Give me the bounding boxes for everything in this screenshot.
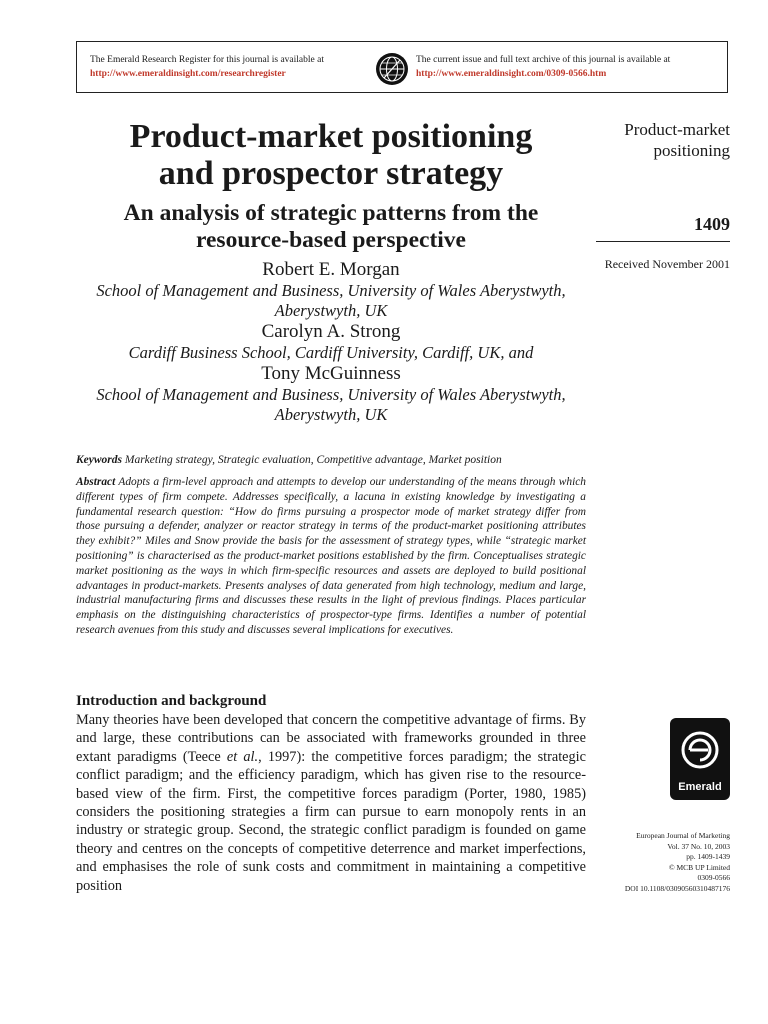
- header-left-text: The Emerald Research Register for this journal is available at: [90, 55, 324, 65]
- header-right-text: The current issue and full text archive of this journal is available at: [416, 55, 671, 65]
- subtitle-line-1: An analysis of strategic patterns from the: [123, 200, 539, 226]
- author-name: Tony McGuinness: [261, 363, 401, 384]
- abstract-label: Abstract: [76, 476, 116, 488]
- globe-icon: [375, 52, 409, 86]
- logo-brand-text: Emerald: [678, 781, 722, 793]
- author-affiliation: Aberystwyth, UK: [274, 301, 388, 320]
- author-name: Robert E. Morgan: [262, 259, 400, 280]
- header-left: [90, 53, 380, 81]
- title-block: [76, 118, 586, 254]
- running-title-line-1: Product-market: [624, 120, 730, 139]
- emerald-logo: [670, 718, 730, 800]
- author-affiliation: School of Management and Business, University of Wales Aberystwyth,: [96, 281, 566, 300]
- author-affiliation: Aberystwyth, UK: [274, 405, 388, 424]
- keywords-text: Marketing strategy, Strategic evaluation, Competitive advantage, Market position: [124, 454, 502, 466]
- header-right: [416, 53, 728, 81]
- emerald-e-icon: [670, 720, 730, 780]
- abstract-text: Adopts a firm-level approach and attempts to develop our understanding of the means through which different types of firm compete. Addresses specifically, a lacuna in existing knowledge by investigating a fundamental research question: “How do firms pursuing a prospector mode of market strategy differ from those pursuing a defender, analyzer or reactor strategy in terms of the product-market positioning attributes they exhibit?” Miles and Snow provide the basis for the assessment of strategy types, while “strategic market positioning” is characterised as the product-market positions established by the firm. Conceptualises strategic market positioning as the ways in which firm-specific resources and assets are deployed to build positional advantages in product-markets. Presents analyses of data generated from high technology, medium and large, industrial manufacturing firms and discusses these results in the light of previous findings. Places particular emphasis on the distinguishing characteristics of prospector-type firms. Identifies a number of potential research avenues from this study and discusses several implications for executives.: [76, 476, 586, 636]
- article-subtitle: [76, 200, 586, 254]
- journal-pages: pp. 1409-1439: [686, 852, 730, 861]
- title-line-1: Product-market positioning: [129, 118, 533, 155]
- title-line-2: and prospector strategy: [158, 155, 504, 192]
- author-affiliation: Cardiff Business School, Cardiff University, Cardiff, UK, and: [128, 343, 534, 362]
- running-title: [596, 119, 730, 161]
- body-text-part-1: Many theories have been developed that concern the competitive advantage of firms. By and large, these contributions can be associated with frameworks grounded in three extant paradigms (Teece: [76, 712, 586, 765]
- journal-info: [596, 831, 730, 894]
- journal-copyright: © MCB UP Limited: [668, 862, 730, 872]
- side-divider: [596, 241, 730, 242]
- journal-name: European Journal of Marketing: [636, 831, 730, 840]
- body-text-part-2: , 1997): the competitive forces paradigm; the strategic conflict paradigm; and the efficiency paradigm, which has given rise to the resource-based view of the firm. First, the competitive forces paradigm (Porter, 1980, 1985) considers the positioning strategies a firm can pursue to earn monopoly rents in an industry or strategic group. Second, the strategic conflict paradigm is founded on game theory and centres on the concepts of competitive deterrence and market imperfections, and emphasises the role of sunk costs and commitment in maintaining a competitive position: [76, 748, 586, 894]
- keywords: [76, 453, 586, 467]
- author-affiliation: School of Management and Business, University of Wales Aberystwyth,: [96, 385, 566, 404]
- page-number: 1409: [694, 214, 730, 234]
- abstract: [76, 475, 586, 638]
- keywords-label: Keywords: [76, 454, 122, 466]
- running-title-line-2: positioning: [653, 141, 730, 160]
- author-list: [76, 259, 586, 425]
- author-name: Carolyn A. Strong: [261, 321, 401, 342]
- journal-issn: 0309-0566: [697, 873, 730, 882]
- journal-doi: DOI 10.1108/03090560310487176: [624, 883, 730, 893]
- section-heading: Introduction and background: [76, 693, 267, 709]
- body-paragraph: [76, 711, 586, 895]
- subtitle-line-2: resource-based perspective: [196, 227, 466, 253]
- journal-header-box: [76, 41, 728, 93]
- research-register-link[interactable]: http://www.emeraldinsight.com/researchregister: [90, 69, 286, 79]
- full-text-archive-link[interactable]: http://www.emeraldinsight.com/0309-0566.htm: [416, 69, 607, 79]
- body-text-etal: et al.: [226, 748, 259, 765]
- journal-volume: Vol. 37 No. 10, 2003: [667, 841, 730, 851]
- article-title: [76, 118, 586, 192]
- received-date: Received November 2001: [604, 257, 730, 271]
